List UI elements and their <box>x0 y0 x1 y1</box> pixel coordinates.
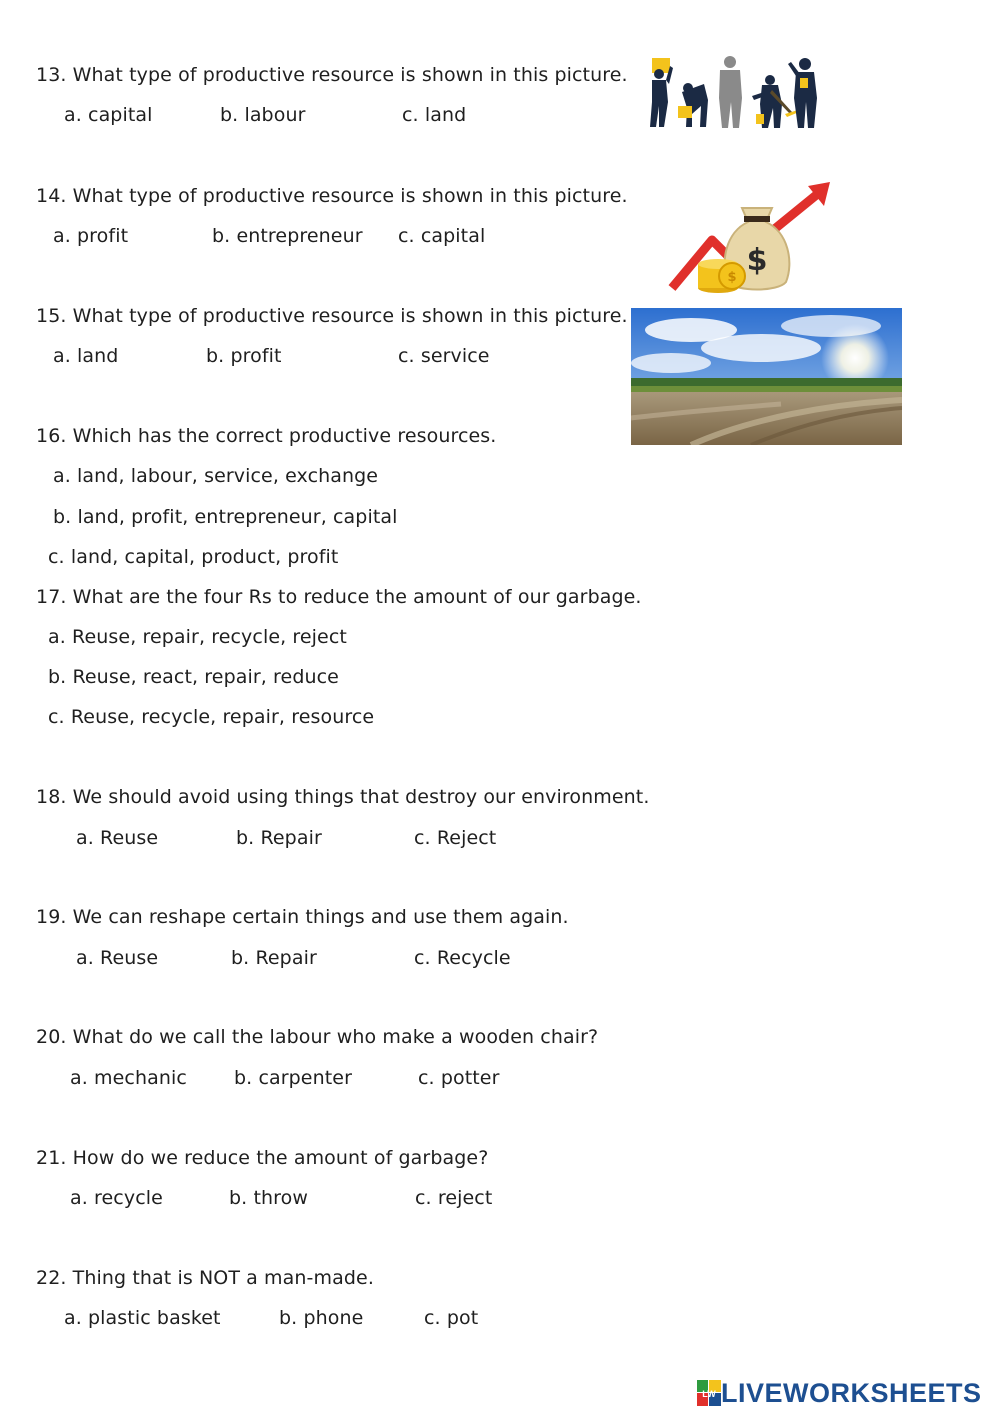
question-19-text: 19. We can reshape certain things and use them again. <box>36 906 569 928</box>
q17-option-b[interactable]: b. Reuse, react, repair, reduce <box>48 666 339 688</box>
q14-option-c[interactable]: c. capital <box>398 225 486 247</box>
q19-option-b[interactable]: b. Repair <box>231 947 317 969</box>
q15-option-c[interactable]: c. service <box>398 345 490 367</box>
workers-illustration <box>642 52 824 132</box>
question-22-text: 22. Thing that is NOT a man-made. <box>36 1267 374 1289</box>
q22-option-a[interactable]: a. plastic basket <box>64 1307 221 1329</box>
liveworksheets-logo-text: LIVEWORKSHEETS <box>721 1377 982 1408</box>
svg-text:$: $ <box>746 243 768 278</box>
question-16-text: 16. Which has the correct productive resources. <box>36 425 497 447</box>
q14-option-a[interactable]: a. profit <box>53 225 129 247</box>
liveworksheets-logo-icon <box>697 1380 721 1406</box>
question-18-text: 18. We should avoid using things that destroy our environment. <box>36 786 650 808</box>
q16-option-c[interactable]: c. land, capital, product, profit <box>48 546 339 568</box>
question-20-text: 20. What do we call the labour who make a wooden chair? <box>36 1026 599 1048</box>
question-13-text: 13. What type of productive resource is shown in this picture. <box>36 64 628 86</box>
q16-option-a[interactable]: a. land, labour, service, exchange <box>53 465 379 487</box>
question-17-text: 17. What are the four Rs to reduce the amount of our garbage. <box>36 586 642 608</box>
q19-option-c[interactable]: c. Recycle <box>414 947 511 969</box>
q20-option-b[interactable]: b. carpenter <box>234 1067 352 1089</box>
q21-option-b[interactable]: b. throw <box>229 1187 308 1209</box>
liveworksheets-logo <box>697 1378 982 1408</box>
q15-option-a[interactable]: a. land <box>53 345 119 367</box>
q14-option-b[interactable]: b. entrepreneur <box>212 225 363 247</box>
q22-option-c[interactable]: c. pot <box>424 1307 479 1329</box>
q13-option-a[interactable]: a. capital <box>64 104 153 126</box>
q13-option-b[interactable]: b. labour <box>220 104 306 126</box>
question-21-text: 21. How do we reduce the amount of garbage? <box>36 1147 489 1169</box>
q20-option-c[interactable]: c. potter <box>418 1067 500 1089</box>
q21-option-c[interactable]: c. reject <box>415 1187 493 1209</box>
question-14-text: 14. What type of productive resource is shown in this picture. <box>36 185 628 207</box>
q18-option-b[interactable]: b. Repair <box>236 827 322 849</box>
land-field-photo <box>631 308 902 445</box>
q13-option-c[interactable]: c. land <box>402 104 467 126</box>
q22-option-b[interactable]: b. phone <box>279 1307 364 1329</box>
q17-option-a[interactable]: a. Reuse, repair, recycle, reject <box>48 626 347 648</box>
q20-option-a[interactable]: a. mechanic <box>70 1067 187 1089</box>
q21-option-a[interactable]: a. recycle <box>70 1187 163 1209</box>
money-bag-growth-illustration <box>662 178 842 296</box>
q15-option-b[interactable]: b. profit <box>206 345 282 367</box>
q18-option-a[interactable]: a. Reuse <box>76 827 159 849</box>
q18-option-c[interactable]: c. Reject <box>414 827 497 849</box>
q16-option-b[interactable]: b. land, profit, entrepreneur, capital <box>53 506 398 528</box>
svg-text:$: $ <box>727 270 737 285</box>
q17-option-c[interactable]: c. Reuse, recycle, repair, resource <box>48 706 375 728</box>
q19-option-a[interactable]: a. Reuse <box>76 947 159 969</box>
logo-badge-text: LW <box>702 1389 716 1399</box>
question-15-text: 15. What type of productive resource is shown in this picture. <box>36 305 628 327</box>
